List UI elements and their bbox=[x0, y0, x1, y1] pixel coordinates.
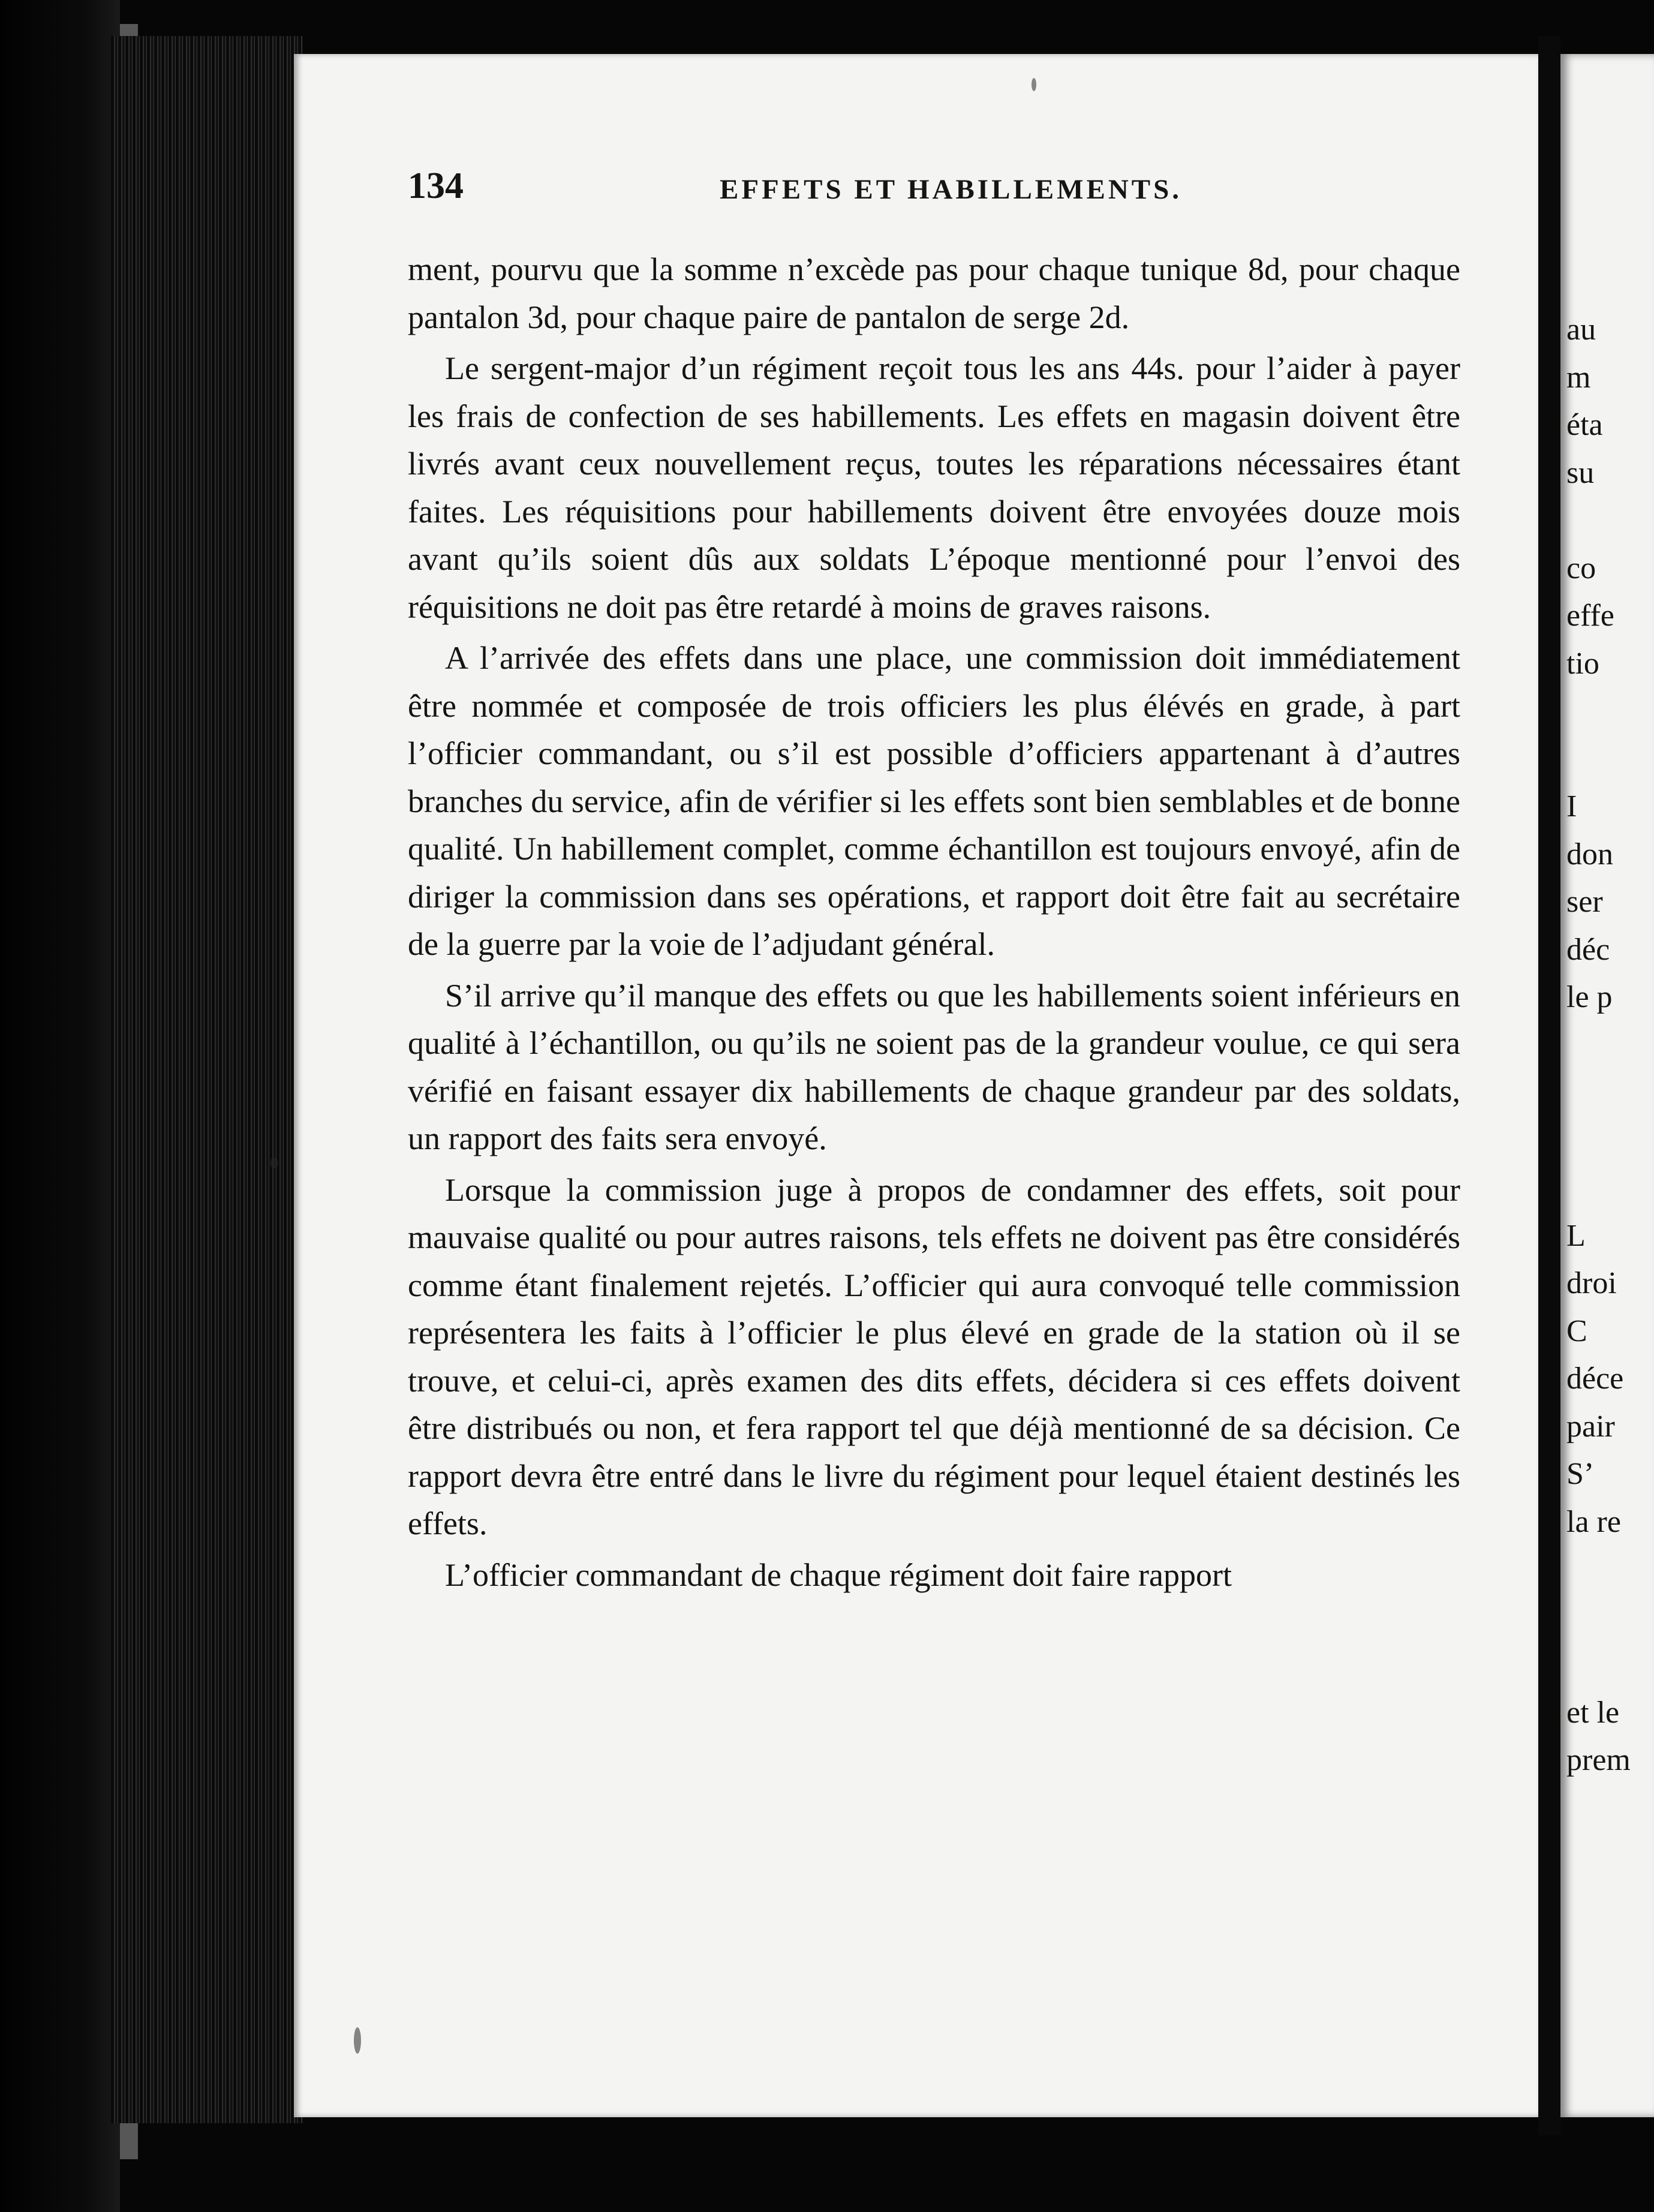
facing-page-line: et le bbox=[1566, 1695, 1620, 1730]
facing-page-line: au bbox=[1566, 312, 1596, 347]
running-title: EFFETS ET HABILLEMENTS. bbox=[720, 174, 1183, 205]
ink-speck bbox=[354, 2027, 361, 2054]
facing-page-line: m bbox=[1566, 360, 1591, 395]
facing-page-line bbox=[1566, 1021, 1631, 1069]
facing-page-line: éta bbox=[1566, 408, 1603, 442]
page-header bbox=[408, 165, 1457, 213]
facing-page-line bbox=[1566, 1594, 1631, 1642]
facing-page-line bbox=[1566, 1641, 1631, 1689]
facing-page-line bbox=[1566, 1546, 1631, 1594]
paragraph: L’officier commandant de chaque régiment doit faire rapport bbox=[445, 1556, 1232, 1593]
facing-page-line bbox=[1566, 497, 1631, 545]
paragraph: Lorsque la commission juge à propos de condamner des effets, soit pour mauvaise qualité ou pour autres raisons, tels effets ne doivent pas être considérés comme étant finalement rejetés. L’officier qui aura convoqué telle commission représentera les faits à l’officier le plus élevé en grade de la station où il se trouve, et celui-ci, après examen des dits effets, décidera si ces effets doivent être distribués ou non, et fera rapport tel que déjà mentionné de sa décision. Ce rapport devra être entré dans le livre du régiment pour lequel étaient destinés les effets. bbox=[408, 1171, 1460, 1541]
ink-speck bbox=[270, 1158, 278, 1168]
facing-page-line: L bbox=[1566, 1218, 1586, 1253]
book-spine bbox=[0, 0, 120, 2212]
facing-page-line: S’ bbox=[1566, 1457, 1595, 1491]
facing-page-line: ser bbox=[1566, 885, 1603, 919]
facing-page-line: la re bbox=[1566, 1504, 1621, 1539]
facing-page-line: I bbox=[1566, 789, 1577, 824]
facing-page-line bbox=[1566, 735, 1631, 783]
paragraph-continuation: ment, pourvu que la somme n’excède pas pour chaque tunique 8d, pour chaque pantalon 3d, pour chaque paire de pantalon de serge 2d. bbox=[408, 251, 1460, 335]
facing-page-line: le p bbox=[1566, 980, 1613, 1014]
facing-page-line: pair bbox=[1566, 1409, 1615, 1444]
facing-page-line: prem bbox=[1566, 1743, 1631, 1777]
paragraph: Le sergent-major d’un régiment reçoit tous les ans 44s. pour l’aider à payer les frais de confection de ses habillements. Les effets en magasin doivent être livrés avant ceux nouvellement reçus, toutes les réparations nécessaires étant faites. Les réquisitions pour habillements doivent être envoyées douze mois avant qu’ils soient dûs aux soldats L’époque mentionné pour l’envoi des réquisitions ne doit pas être retardé à moins de graves raisons. bbox=[408, 350, 1460, 625]
facing-page-line bbox=[1566, 1164, 1631, 1212]
book-gutter bbox=[1538, 36, 1560, 2135]
facing-page-line: don bbox=[1566, 837, 1613, 871]
facing-page-line: effe bbox=[1566, 599, 1614, 633]
page-edges bbox=[111, 36, 303, 2123]
facing-page-text bbox=[1566, 306, 1631, 1784]
facing-page-line: déce bbox=[1566, 1362, 1624, 1396]
paragraph: A l’arrivée des effets dans une place, une commission doit immédiatement être nommée et composée de trois officiers les plus élévés en grade, à part l’officier commandant, ou s’il est possible d’officiers appartenant à d’autres branches du service, afin de vérifier si les effets sont bien semblables et de bonne qualité. Un habillement complet, comme échantillon est toujours envoyé, afin de diriger la commission dans ses opérations, et rapport doit être fait au secrétaire de la guerre par la voie de l’adjudant général. bbox=[408, 640, 1460, 962]
body-text bbox=[408, 246, 1460, 1603]
ink-speck bbox=[1032, 78, 1036, 91]
facing-page-line bbox=[1566, 687, 1631, 735]
facing-page-fragment bbox=[1560, 54, 1654, 2117]
paragraph: S’il arrive qu’il manque des effets ou que les habillements soient inférieurs en qualité à l’échantillon, ou qu’ils ne soient pas de la grandeur voulue, ce qui sera vérifié en faisant essayer dix habillements de chaque grandeur par des soldats, un rapport des faits sera envoyé. bbox=[408, 977, 1460, 1156]
facing-page-line: déc bbox=[1566, 932, 1610, 967]
page-number: 134 bbox=[408, 166, 464, 206]
facing-page-line: C bbox=[1566, 1314, 1587, 1348]
facing-page-line: co bbox=[1566, 551, 1596, 585]
facing-page-line: su bbox=[1566, 455, 1595, 490]
facing-page-line: droi bbox=[1566, 1266, 1617, 1300]
facing-page-line bbox=[1566, 1117, 1631, 1165]
facing-page-line bbox=[1566, 1069, 1631, 1117]
facing-page-line: tio bbox=[1566, 646, 1599, 681]
